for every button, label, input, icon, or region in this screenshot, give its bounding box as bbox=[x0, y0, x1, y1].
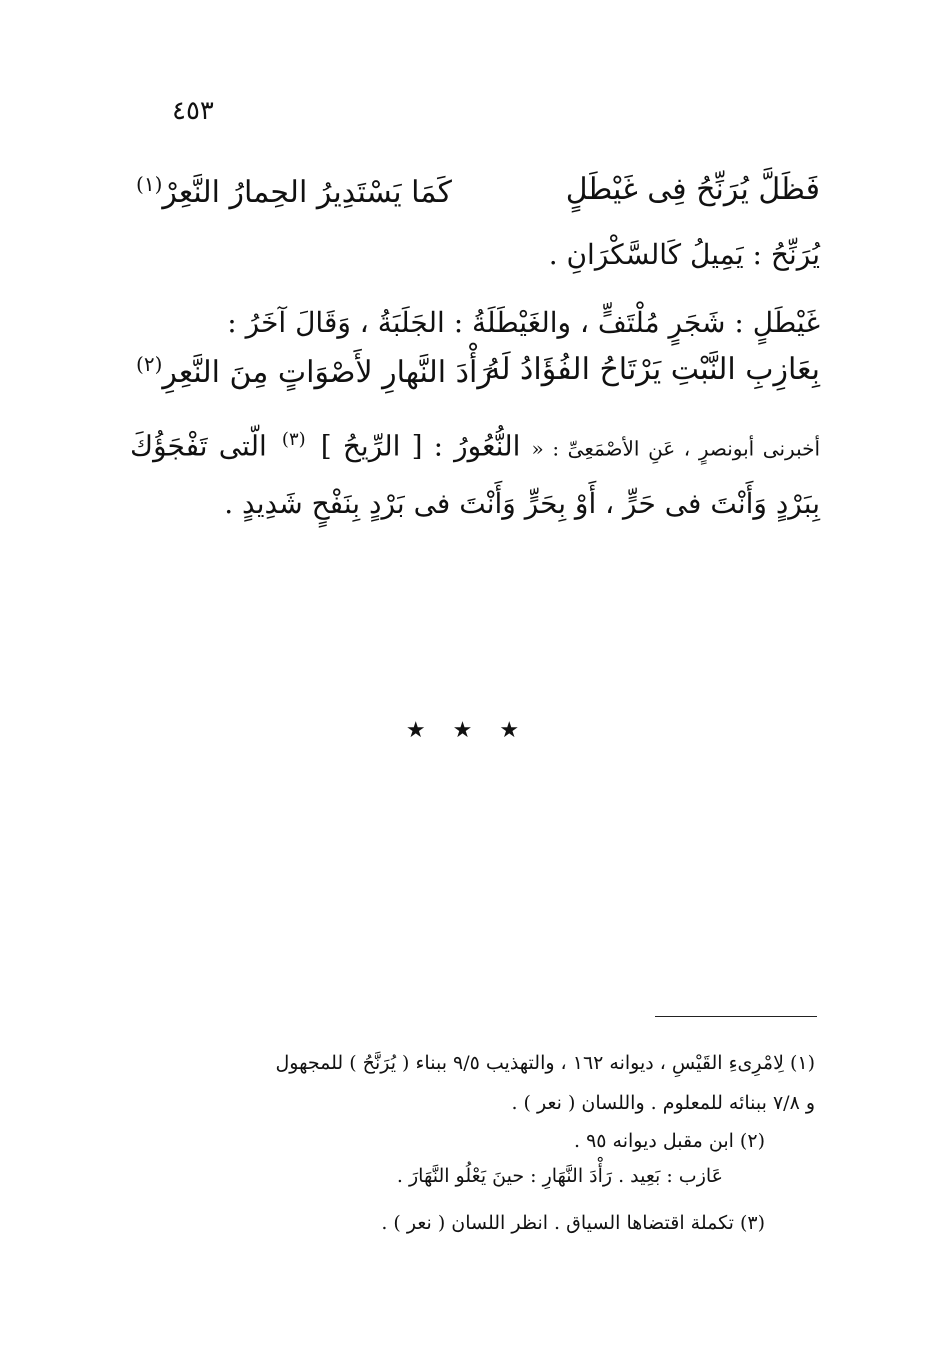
verse-1 bbox=[130, 172, 820, 212]
section-separator: ★ ★ ★ bbox=[405, 718, 530, 743]
verse-2-second-hemistich-text: رَأْدَ النَّهارِ لأَصْوَاتٍ مِنَ النَّعِرِ bbox=[162, 355, 492, 390]
footnote-rule bbox=[655, 1016, 817, 1017]
footnote-1-line-1: (١) لِامْرِىءِ القَيْسِ ، ديوانه ١٦٢ ، والتهذيب ٩/٥ ببناء ( يُرَنَّحُ ) للمجهول bbox=[275, 1052, 815, 1074]
asmai-isnad: أخبرنى أبونصرٍ ، عَنِ الأصْمَعِىِّ : « bbox=[531, 436, 821, 461]
footnote-2-line-1: (٢) ابن مقبل ديوانه ٩٥ . bbox=[574, 1130, 765, 1152]
asmai-definition-body: الّتى تَفْجَؤُكَ بِبَرْدٍ وَأَنْتَ فى حَرٍّ ، أَوْ بِحَرٍّ وَأَنْتَ فى بَرْدٍ بِنَفْحٍ شَدِيدٍ . bbox=[130, 429, 820, 521]
footnote-1-line-2: و ٧/٨ ببنائه للمعلوم . واللسان ( نعر ) . bbox=[511, 1092, 815, 1114]
footnote-2-line-2: عَازب : بَعِيد . رَأْدَ النَّهَارِ : حينَ يَعْلُو النَّهَارَ . bbox=[396, 1165, 723, 1187]
footnote-ref-3: (٣) bbox=[281, 429, 306, 450]
verse-2 bbox=[130, 352, 820, 392]
asmai-definition-head: النُّعُورُ : [ الرِّيحُ ] bbox=[320, 429, 521, 463]
footnote-3: (٣) تكملة اقتضاها السياق . انظر اللسان ( نعر ) . bbox=[381, 1212, 765, 1234]
gloss-yurannihu: يُرَنِّحُ : يَمِيلُ كَالسَّكْرَانِ . bbox=[548, 238, 820, 271]
footnote-ref-1: (١) bbox=[136, 172, 163, 196]
verse-1-second-hemistich bbox=[130, 172, 452, 210]
page-number: ٤٥٣ bbox=[172, 96, 214, 126]
verse-2-second-hemistich bbox=[130, 352, 492, 390]
verse-1-first-hemistich: فَظَلَّ يُرَنِّحُ فِى غَيْطَلٍ bbox=[565, 172, 820, 207]
verse-1-second-hemistich-text: كَمَا يَسْتَدِيرُ الحِمارُ النَّعِرْ bbox=[162, 175, 452, 210]
verse-2-first-hemistich: بِعَازِبِ النَّبْتِ يَرْتَاحُ الفُؤَادُ لَهُ bbox=[485, 352, 820, 387]
gloss-ghaytal: غَيْطَلٍ : شَجَرٍ مُلْتَفٍّ ، والغَيْطَلَةُ : الجَلَبَةُ ، وَقَالَ آخَرُ : bbox=[227, 306, 820, 339]
footnote-ref-2: (٢) bbox=[136, 352, 163, 376]
asmai-paragraph bbox=[130, 412, 820, 532]
